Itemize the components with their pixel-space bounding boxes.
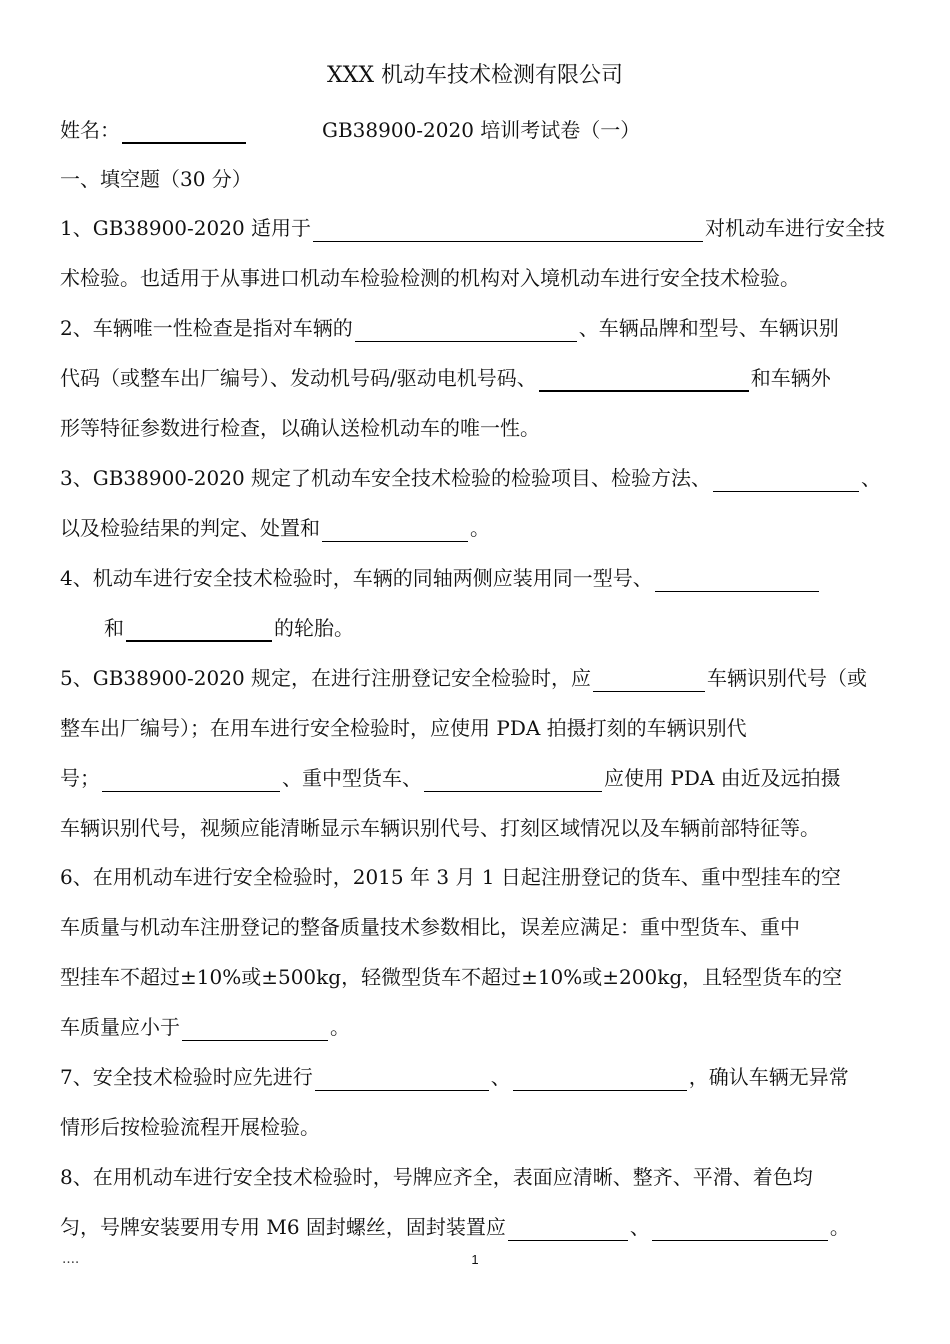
q6-text-e: 。 bbox=[330, 1015, 350, 1039]
q4-text-a: 4、机动车进行安全技术检验时，车辆的同轴两侧应装用同一型号、 bbox=[60, 566, 653, 590]
q5-line-3 bbox=[60, 764, 841, 792]
name-line bbox=[60, 116, 640, 144]
q5-text-d: 号； bbox=[60, 766, 100, 790]
q5-line-4: 车辆识别代号，视频应能清晰显示车辆识别代号、打刻区域情况以及车辆前部特征等。 bbox=[60, 816, 820, 840]
q3-line-2 bbox=[60, 514, 490, 542]
q4-blank-2[interactable] bbox=[126, 618, 272, 642]
q7-line-2: 情形后按检验流程开展检验。 bbox=[60, 1115, 320, 1139]
q6-line-1: 6、在用机动车进行安全检验时，2015 年 3 月 1 日起注册登记的货车、重中型挂车的空 bbox=[60, 865, 841, 889]
q3-text-c: 以及检验结果的判定、处置和 bbox=[60, 516, 320, 540]
q2-line-3: 形等特征参数进行检查，以确认送检机动车的唯一性。 bbox=[60, 416, 540, 440]
q2-line-1 bbox=[60, 314, 839, 342]
q5-blank-3[interactable] bbox=[424, 769, 602, 792]
q4-line-2 bbox=[104, 614, 354, 642]
name-label: 姓名： bbox=[60, 118, 120, 142]
q3-text-d: 。 bbox=[470, 516, 490, 540]
page-number: 1 bbox=[471, 1252, 479, 1267]
q8-line-1: 8、在用机动车进行安全技术检验时，号牌应齐全，表面应清晰、整齐、平滑、着色均 bbox=[60, 1165, 813, 1189]
q1-line-2: 术检验。也适用于从事进口机动车检验检测的机构对入境机动车进行安全技术检验。 bbox=[60, 266, 800, 290]
q8-text-d: 。 bbox=[829, 1215, 850, 1239]
q7-text-c: ，确认车辆无异常 bbox=[688, 1065, 849, 1089]
q7-blank-2[interactable] bbox=[513, 1068, 687, 1091]
q6-blank-1[interactable] bbox=[182, 1018, 328, 1041]
q3-line-1 bbox=[60, 464, 881, 492]
q7-line-1 bbox=[60, 1063, 849, 1091]
q8-text-c: 、 bbox=[629, 1215, 650, 1239]
q2-blank-1[interactable] bbox=[355, 319, 577, 342]
q3-blank-1[interactable] bbox=[713, 469, 859, 492]
q4-text-b: 和 bbox=[104, 616, 124, 640]
q2-text-c: 代码（或整车出厂编号）、发动机号码/驱动电机号码、 bbox=[60, 366, 537, 390]
q1-text-b: 对机动车进行安全技 bbox=[705, 216, 886, 240]
q8-text-b: 匀，号牌安装要用专用 M6 固封螺丝，固封装置应 bbox=[60, 1215, 506, 1239]
q2-text-d: 和车辆外 bbox=[750, 366, 831, 390]
q3-blank-2[interactable] bbox=[322, 519, 468, 542]
q8-blank-2[interactable] bbox=[652, 1218, 828, 1241]
company-title: XXX 机动车技术检测有限公司 bbox=[327, 63, 623, 88]
q6-line-2: 车质量与机动车注册登记的整备质量技术参数相比，误差应满足：重中型货车、重中 bbox=[60, 915, 800, 939]
q3-text-a: 3、GB38900-2020 规定了机动车安全技术检验的检验项目、检验方法、 bbox=[60, 466, 712, 490]
q5-text-a: 5、GB38900-2020 规定，在进行注册登记安全检验时，应 bbox=[60, 666, 592, 690]
q1-blank-1[interactable] bbox=[313, 219, 703, 242]
q6-line-4 bbox=[60, 1013, 350, 1041]
q5-text-f: 应使用 PDA 由近及远拍摄 bbox=[604, 766, 841, 790]
q5-blank-1[interactable] bbox=[593, 669, 705, 692]
q2-text-b: 、车辆品牌和型号、车辆识别 bbox=[578, 316, 839, 340]
q2-blank-2[interactable] bbox=[539, 368, 749, 392]
q7-text-b: 、 bbox=[490, 1065, 511, 1089]
q5-line-1 bbox=[60, 664, 867, 692]
q7-text-a: 7、安全技术检验时应先进行 bbox=[60, 1065, 313, 1089]
q5-text-b: 车辆识别代号（或 bbox=[707, 666, 868, 690]
q2-line-2 bbox=[60, 364, 831, 392]
q5-line-2: 整车出厂编号）；在用车进行安全检验时，应使用 PDA 拍摄打刻的车辆识别代 bbox=[60, 716, 747, 740]
q8-line-2 bbox=[60, 1213, 850, 1241]
name-blank[interactable] bbox=[122, 120, 246, 144]
q4-text-c: 的轮胎。 bbox=[274, 616, 354, 640]
q8-blank-1[interactable] bbox=[508, 1218, 628, 1241]
exam-title: GB38900-2020 培训考试卷（一） bbox=[322, 118, 641, 142]
q7-blank-1[interactable] bbox=[315, 1068, 489, 1091]
q2-text-a: 2、车辆唯一性检查是指对车辆的 bbox=[60, 316, 353, 340]
q6-text-d: 车质量应小于 bbox=[60, 1015, 180, 1039]
q3-text-b: 、 bbox=[861, 466, 882, 490]
footer-ellipsis: …. bbox=[62, 1252, 80, 1267]
q4-blank-1[interactable] bbox=[655, 569, 819, 592]
q5-blank-2[interactable] bbox=[102, 769, 280, 792]
q6-line-3: 型挂车不超过±10%或±500kg，轻微型货车不超过±10%或±200kg，且轻型货车的空 bbox=[60, 965, 843, 989]
q5-text-e: 、重中型货车、 bbox=[282, 766, 422, 790]
section-title: 一、填空题（30 分） bbox=[60, 167, 252, 191]
q1-text-a: 1、GB38900-2020 适用于 bbox=[60, 216, 312, 240]
q1-line-1 bbox=[60, 214, 885, 242]
q4-line-1 bbox=[60, 564, 821, 592]
